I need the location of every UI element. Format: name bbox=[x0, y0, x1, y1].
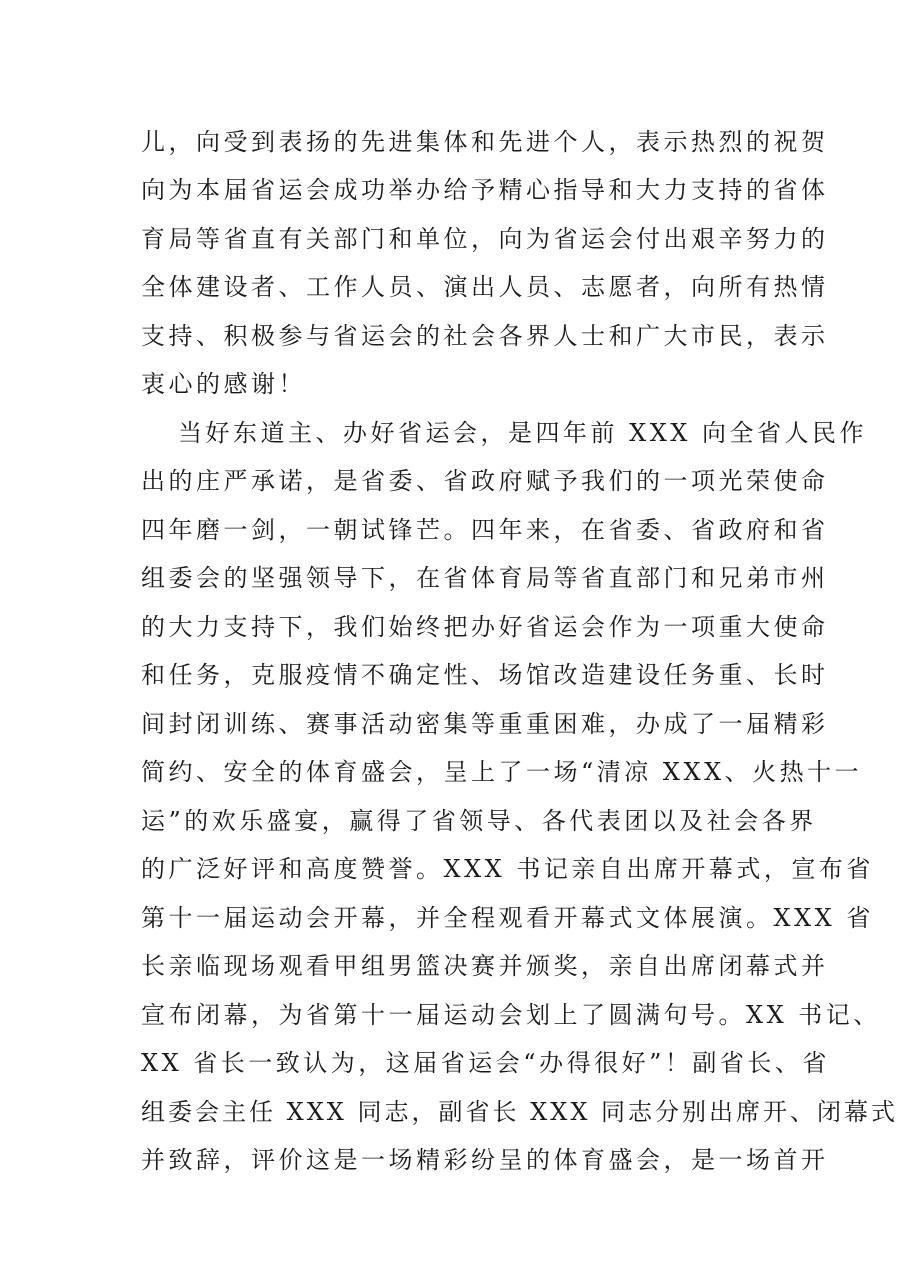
text-line: 支持、积极参与省运会的社会各界人士和广大市民，表示 bbox=[141, 322, 829, 350]
text-line: 四年磨一剑，一朝试锋芒。四年来，在省委、省政府和省 bbox=[141, 516, 829, 544]
text-line: 长亲临现场观看甲组男篮决赛并颁奖，亲自出席闭幕式并 bbox=[141, 952, 829, 980]
text-line: 育局等省直有关部门和单位，向为省运会付出艰辛努力的 bbox=[141, 225, 829, 253]
text-line: 组委会的坚强领导下，在省体育局等省直部门和兄弟市州 bbox=[141, 564, 829, 592]
text-line: 宣布闭幕，为省第十一届运动会划上了圆满句号。XX 书记、 bbox=[141, 1001, 881, 1029]
text-line: 第十一届运动会开幕，并全程观看开幕式文体展演。XXX 省 bbox=[141, 904, 874, 932]
text-line: 运”的欢乐盛宴，赢得了省领导、各代表团以及社会各界 bbox=[141, 807, 817, 835]
text-line: 出的庄严承诺，是省委、省政府赋予我们的一项光荣使命 bbox=[141, 467, 829, 495]
text-line: 向为本届省运会成功举办给予精心指导和大力支持的省体 bbox=[141, 176, 829, 204]
text-line: 儿，向受到表扬的先进集体和先进个人，表示热烈的祝贺 bbox=[141, 128, 829, 156]
text-line: 间封闭训练、赛事活动密集等重重困难，办成了一届精彩 bbox=[141, 710, 829, 738]
text-line: 的大力支持下，我们始终把办好省运会作为一项重大使命 bbox=[141, 613, 829, 641]
text-line: XX 省长一致认为，这届省运会“办得很好”！副省长、省 bbox=[141, 1049, 830, 1077]
text-line: 和任务，克服疫情不确定性、场馆改造建设任务重、长时 bbox=[141, 661, 829, 689]
text-line: 全体建设者、工作人员、演出人员、志愿者，向所有热情 bbox=[141, 273, 829, 301]
text-line: 简约、安全的体育盛会，呈上了一场“清凉 XXX、火热十一 bbox=[141, 758, 863, 786]
text-line: 组委会主任 XXX 同志，副省长 XXX 同志分别出席开、闭幕式 bbox=[141, 1098, 899, 1126]
text-line: 衷心的感谢！ bbox=[141, 370, 306, 398]
text-line: 的广泛好评和高度赞誉。XXX 书记亲自出席开幕式，宣布省 bbox=[141, 855, 874, 883]
paragraph-first-line: 当好东道主、办好省运会，是四年前 XXX 向全省人民作 bbox=[178, 419, 868, 447]
text-line: 并致辞，评价这是一场精彩纷呈的体育盛会，是一场首开 bbox=[141, 1146, 829, 1174]
